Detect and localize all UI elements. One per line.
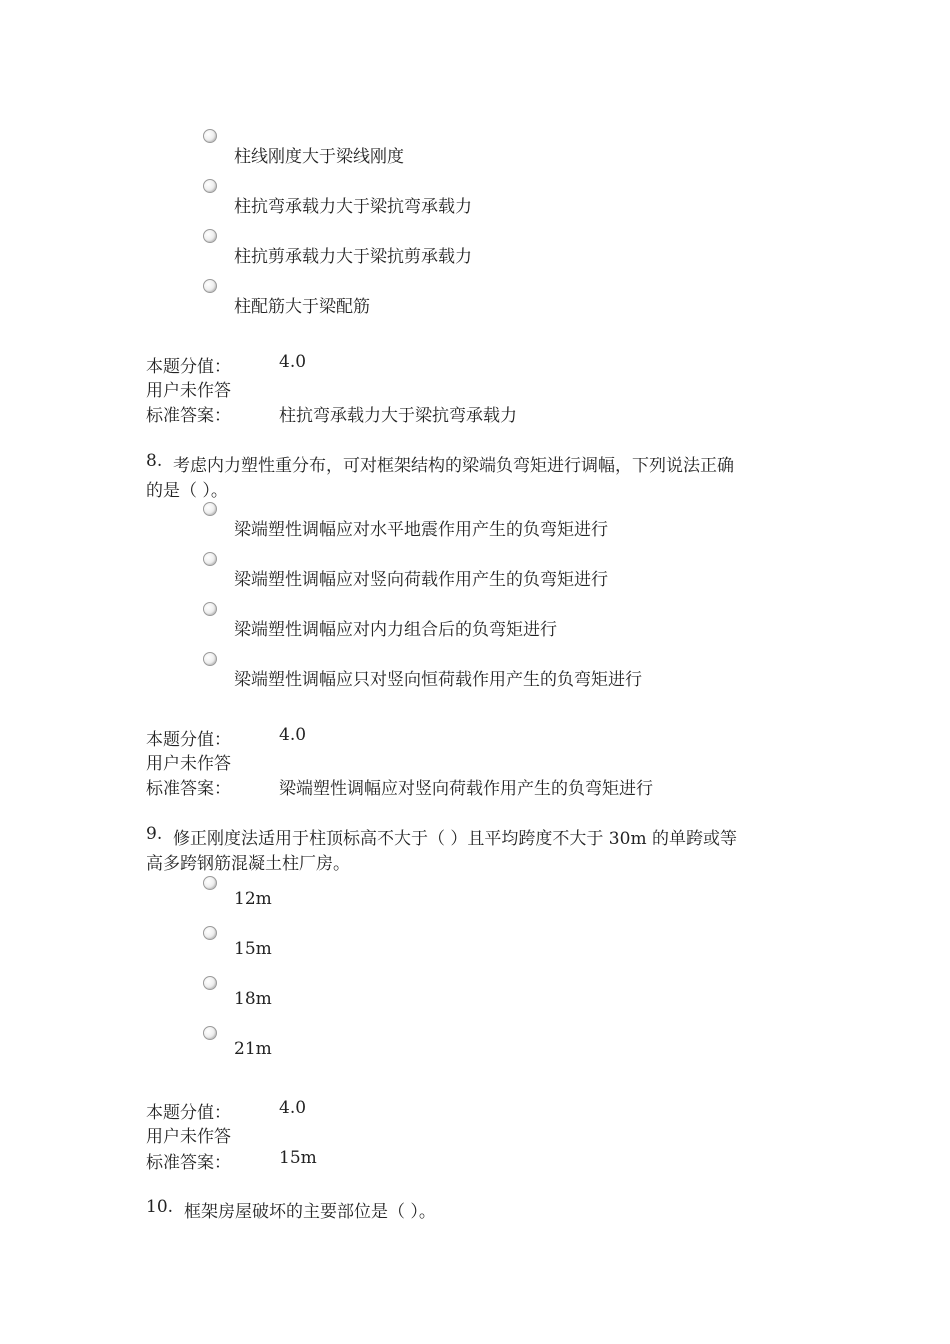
q7-answer-value: 柱抗弯承载力大于梁抗弯承载力 — [279, 406, 517, 426]
q7-score-value: 4.0 — [279, 352, 307, 372]
q8-option-2-radio[interactable] — [203, 552, 217, 566]
q9-answer-value: 15m — [279, 1148, 317, 1168]
q7-option-4-label: 柱配筋大于梁配筋 — [234, 297, 370, 317]
q8-option-2-label: 梁端塑性调幅应对竖向荷载作用产生的负弯矩进行 — [234, 570, 608, 590]
q8-text-line1: 考虑内力塑性重分布，可对框架结构的梁端负弯矩进行调幅，下列说法正确 — [173, 456, 734, 476]
q8-number: 8. — [146, 451, 163, 471]
q9-option-4-radio[interactable] — [203, 1026, 217, 1040]
q8-user-status: 用户未作答 — [146, 754, 231, 774]
q9-option-2-label: 15m — [234, 939, 272, 959]
q7-option-1-label: 柱线刚度大于梁线刚度 — [234, 147, 404, 167]
q8-answer-value: 梁端塑性调幅应对竖向荷载作用产生的负弯矩进行 — [279, 779, 653, 799]
q9-user-status: 用户未作答 — [146, 1127, 231, 1147]
q8-score-label: 本题分值： — [146, 730, 231, 750]
q9-score-label: 本题分值： — [146, 1103, 231, 1123]
q7-option-4-radio[interactable] — [203, 279, 217, 293]
q7-score-label: 本题分值： — [146, 357, 231, 377]
q7-option-3-radio[interactable] — [203, 229, 217, 243]
q8-option-1-label: 梁端塑性调幅应对水平地震作用产生的负弯矩进行 — [234, 520, 608, 540]
q9-score-value: 4.0 — [279, 1098, 307, 1118]
q10-text-line1: 框架房屋破坏的主要部位是（ ）。 — [184, 1202, 436, 1222]
q7-option-1-radio[interactable] — [203, 129, 217, 143]
q9-option-3-label: 18m — [234, 989, 272, 1009]
q8-option-4-radio[interactable] — [203, 652, 217, 666]
q8-option-1-radio[interactable] — [203, 502, 217, 516]
q7-user-status: 用户未作答 — [146, 381, 231, 401]
q8-score-value: 4.0 — [279, 725, 307, 745]
q8-option-4-label: 梁端塑性调幅应只对竖向恒荷载作用产生的负弯矩进行 — [234, 670, 642, 690]
q9-number: 9. — [146, 824, 163, 844]
q7-option-2-radio[interactable] — [203, 179, 217, 193]
q9-option-1-radio[interactable] — [203, 876, 217, 890]
q9-answer-label: 标准答案： — [146, 1153, 231, 1173]
q9-option-4-label: 21m — [234, 1039, 272, 1059]
q10-number: 10. — [146, 1197, 174, 1217]
q9-option-3-radio[interactable] — [203, 976, 217, 990]
q9-option-1-label: 12m — [234, 889, 272, 909]
q8-answer-label: 标准答案： — [146, 779, 231, 799]
q8-text-line2: 的是（ ）。 — [146, 481, 228, 501]
q8-option-3-radio[interactable] — [203, 602, 217, 616]
q9-option-2-radio[interactable] — [203, 926, 217, 940]
q7-option-3-label: 柱抗剪承载力大于梁抗剪承载力 — [234, 247, 472, 267]
q8-option-3-label: 梁端塑性调幅应对内力组合后的负弯矩进行 — [234, 620, 557, 640]
q9-text-line2: 高多跨钢筋混凝土柱厂房。 — [146, 854, 350, 874]
q7-answer-label: 标准答案： — [146, 406, 231, 426]
q7-option-2-label: 柱抗弯承载力大于梁抗弯承载力 — [234, 197, 472, 217]
q9-text-line1: 修正刚度法适用于柱顶标高不大于（ ）且平均跨度不大于 30m 的单跨或等 — [173, 829, 737, 849]
